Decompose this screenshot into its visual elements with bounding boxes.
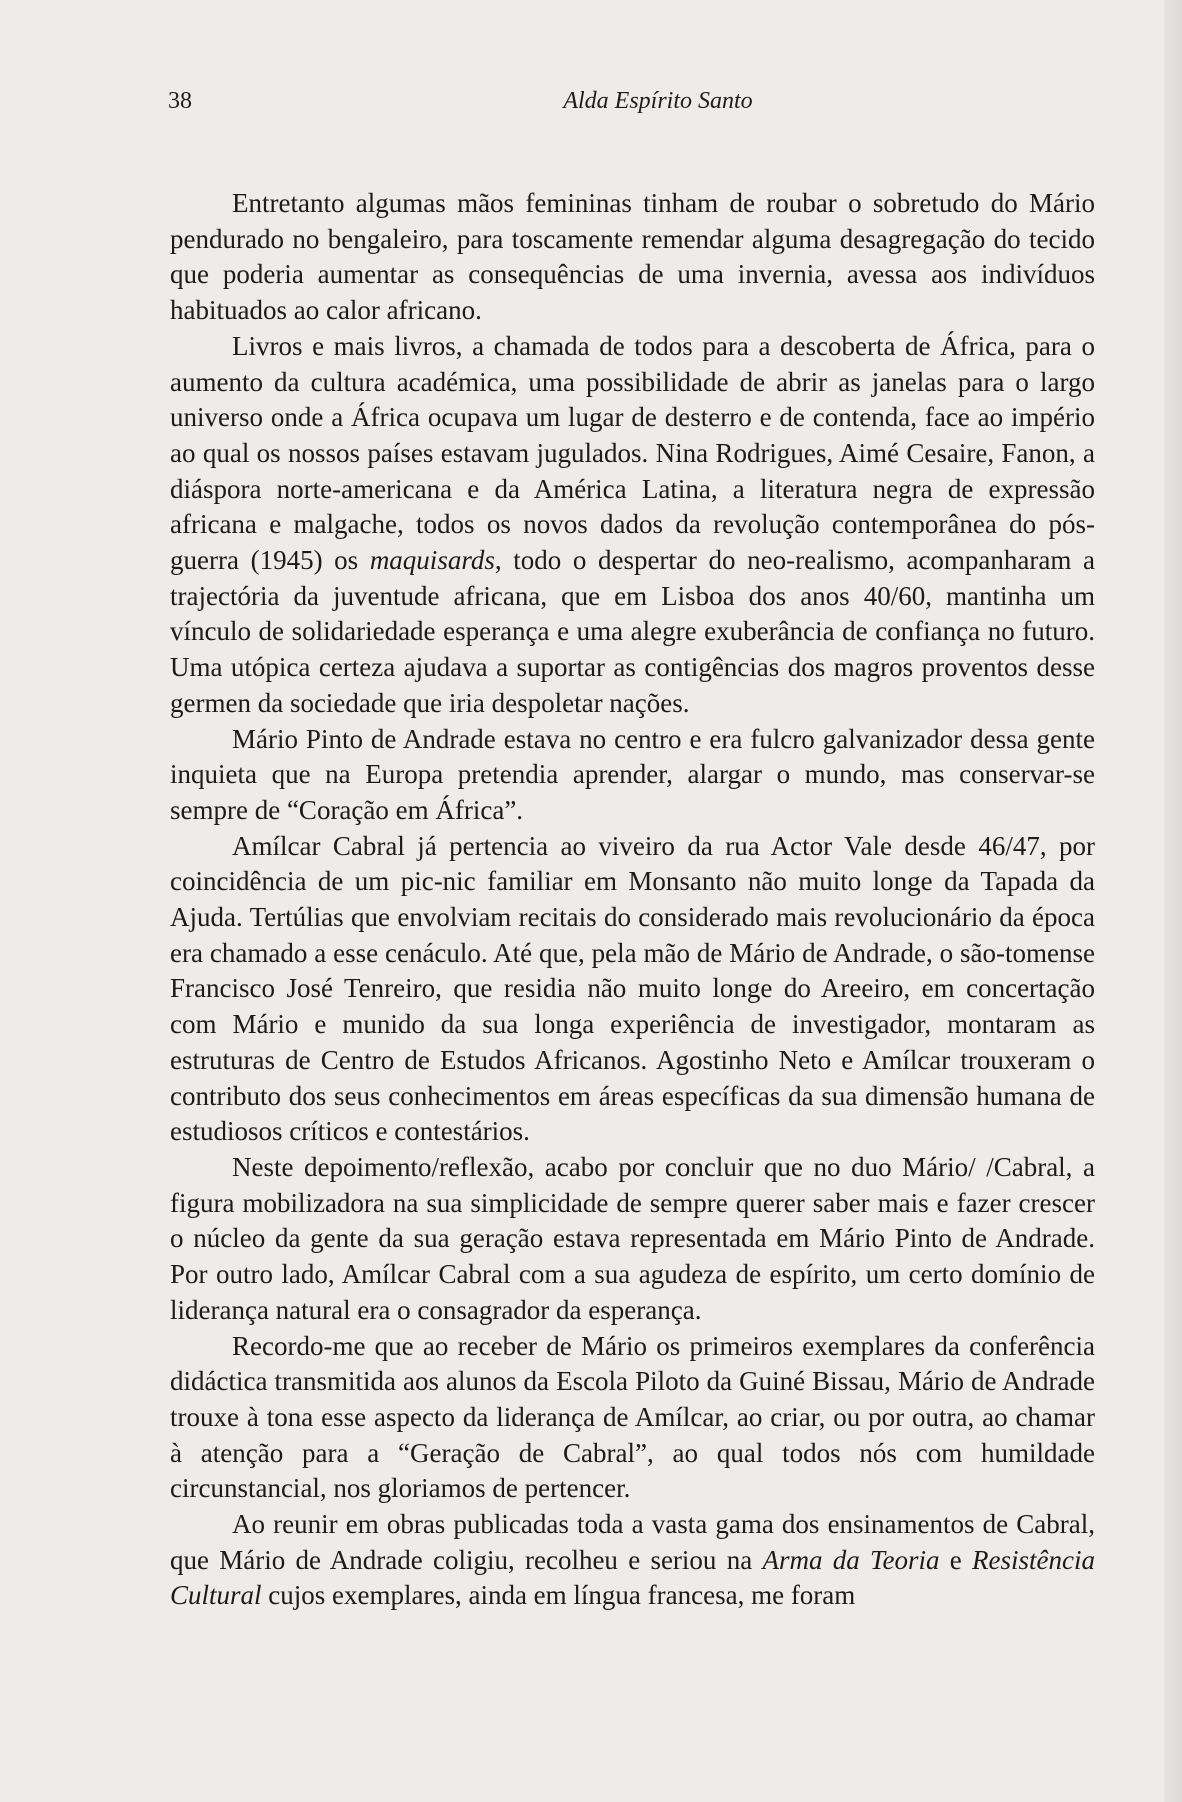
paragraph-6-text: Recordo-me que ao receber de Mário os primeiros exemplares da conferência didáctica transmitida aos alunos da Escola Piloto da Guiné Bissau, Mário de Andrade trouxe à tona esse aspecto da liderança de Amílcar, ao criar, ou por outra, ao chamar à atenção para a “Geração de Cabral”, ao qual todos nós com humildade circunstancial, nos gloriamos de pertencer. [170, 1330, 1095, 1504]
italic-arma-da-teoria: Arma da Teoria [762, 1544, 940, 1575]
paragraph-1 [170, 186, 1095, 329]
running-title: Alda Espírito Santo [563, 88, 753, 114]
italic-resistencia-cultural: Resistência Cultural [170, 1544, 1095, 1611]
paragraph-4-text: Amílcar Cabral já pertencia ao viveiro da rua Actor Vale desde 46/47, por coincidência de um pic-nic familiar em Monsanto não muito longe da Tapada da Ajuda. Tertúlias que envolviam recitais do considerado mais revolucionário da época era chamado a esse cenáculo. Até que, pela mão de Mário de Andrade, o são-tomense Francisco José Tenreiro, que residia não muito longe do Areeiro, em concertação com Mário e munido da sua longa experiência de investigador, montaram as estruturas de Centro de Estudos Africanos. Agostinho Neto e Amílcar trouxeram o contributo dos seus conhecimentos em áreas específicas da sua dimensão humana de estudiosos críticos e contestários. [170, 830, 1095, 1147]
paragraph-3-text: Mário Pinto de Andrade estava no centro e era fulcro galvanizador dessa gente inquieta que na Europa pretendia aprender, alargar o mundo, mas conservar-se sempre de “Coração em África”. [170, 723, 1095, 825]
paragraph-2 [170, 329, 1095, 722]
running-head [168, 86, 1088, 120]
paragraph-5 [170, 1150, 1095, 1329]
page-number: 38 [168, 88, 192, 114]
paragraph-2-text-b: , todo o despertar do neo-realismo, acompanharam a trajectória da juventude africana, que em Lisboa dos anos 40/60, mantinha um vínculo de solidariedade esperança e uma alegre exuberância de confiança no futuro. Uma utópica certeza ajudava a suportar as contigências dos magros proventos desse germen da sociedade que iria despoletar nações. [170, 545, 1095, 718]
paragraph-6 [170, 1329, 1095, 1508]
paragraph-7-text-b: e [939, 1544, 973, 1575]
paragraph-7-text-a: Ao reunir em obras publicadas toda a vasta gama dos ensinamentos de Cabral, que Mário de Andrade coligiu, recolheu e seriou na [170, 1509, 1095, 1575]
paragraph-7 [170, 1507, 1095, 1614]
italic-maquisards: maquisards [369, 545, 495, 576]
paragraph-2-text-a: Livros e mais livros, a chamada de todos para a descoberta de África, para o aumento da cultura académica, uma possibilidade de abrir as janelas para o largo universo onde a África ocupava um lugar de desterro e de contenda, face ao império ao qual os nossos países estavam jugulados. Nina Rodrigues, Aimé Cesaire, Fanon, a diáspora norte-americana e da América Latina, a literatura negra de expressão africana e malgache, todos os novos dados da revolução contemporânea do pós-guerra (1945) os [170, 330, 1095, 576]
page-edge-shadow [1164, 0, 1182, 1802]
paragraph-5-text: Neste depoimento/reflexão, acabo por concluir que no duo Mário/ /Cabral, a figura mobilizadora na sua simplicidade de sempre querer saber mais e fazer crescer o núcleo da gente da sua geração estava representada em Mário Pinto de Andrade. Por outro lado, Amílcar Cabral com a sua agudeza de espírito, um certo domínio de liderança natural era o consagrador da esperança. [170, 1151, 1095, 1325]
body-text [170, 186, 1095, 1614]
paragraph-4 [170, 829, 1095, 1150]
paragraph-7-text-c: cujos exemplares, ainda em língua francesa, me foram [261, 1580, 856, 1611]
paragraph-3 [170, 722, 1095, 829]
paragraph-1-text: Entretanto algumas mãos femininas tinham de roubar o sobretudo do Mário pendurado no bengaleiro, para toscamente remendar alguma desagregação do tecido que poderia aumentar as consequências de uma invernia, avessa aos indivíduos habituados ao calor africano. [170, 188, 1095, 326]
